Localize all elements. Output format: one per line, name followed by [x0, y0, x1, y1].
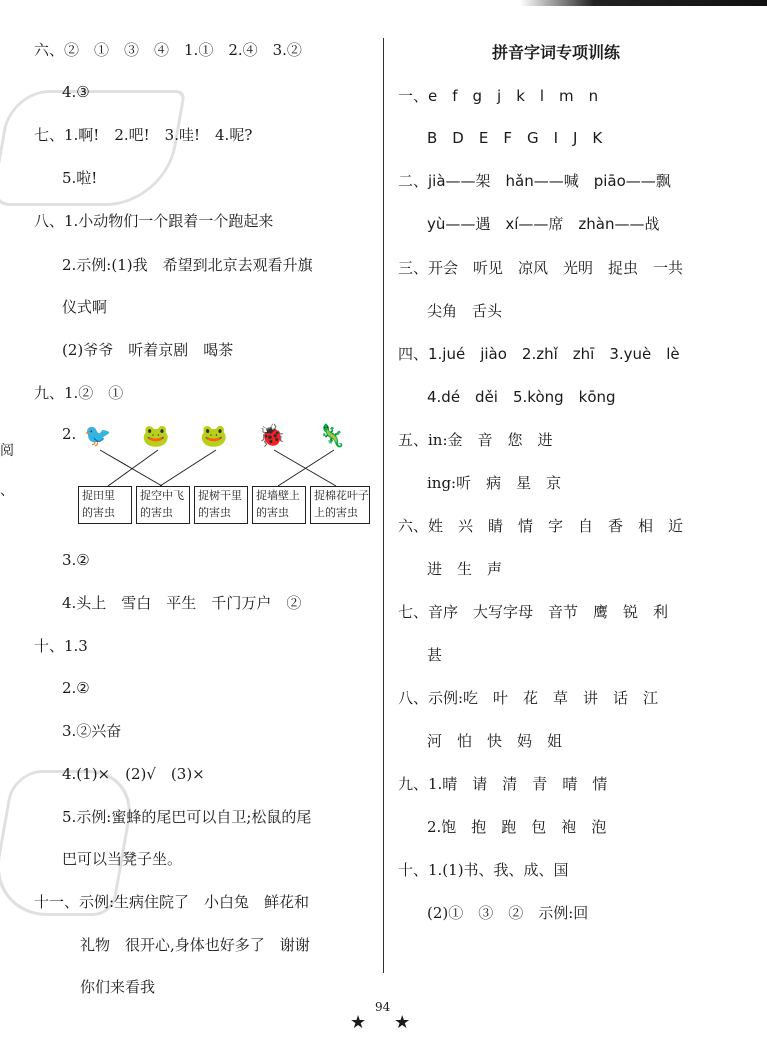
answer-line: (2)① ③ ② 示例:回: [427, 904, 589, 922]
answer-line: 2.饱 抱 跑 包 袍 泡: [427, 818, 607, 836]
answer-line: 五、in:金 音 您 进: [398, 431, 553, 449]
answer-line: 尖角 舌头: [427, 302, 503, 320]
answer-line: 4.③: [62, 83, 90, 101]
answer-line: 4.(1)× (2)√ (3)×: [62, 765, 205, 783]
answer-line: 仪式啊: [62, 298, 108, 316]
answer-line: 二、jià——架 hǎn——喊 piāo——飘: [398, 172, 671, 190]
match-line: [160, 450, 216, 486]
answer-line: 3.②兴奋: [62, 722, 122, 740]
answer-line: 巴可以当凳子坐。: [62, 850, 183, 868]
answer-line: 4.dé děi 5.kòng kōng: [427, 388, 616, 406]
answer-line: 2.: [62, 425, 77, 443]
answer-line: 九、1.晴 请 清 青 晴 情: [398, 775, 608, 793]
answer-line: 八、示例:吃 叶 花 草 讲 话 江: [398, 689, 659, 707]
insect-habitat-box: [252, 486, 306, 524]
answer-line: (2)爷爷 听着京剧 喝茶: [62, 341, 234, 359]
answer-line: 十、1.3: [34, 637, 88, 655]
answer-line: 一、e f g j k l m n: [398, 87, 599, 105]
margin-mark: 阅: [0, 443, 14, 459]
box-text: 上的害虫: [314, 506, 358, 519]
match-line: [274, 450, 336, 486]
scan-edge-shadow: [520, 0, 767, 6]
frog-icon: 🐸: [142, 424, 170, 449]
swallow-icon: 🐦: [84, 424, 112, 449]
matching-lines: [78, 422, 370, 488]
answer-line: 六、② ① ③ ④ 1.① 2.④ 3.②: [34, 41, 302, 59]
answer-line: yù——遇 xí——席 zhàn——战: [427, 215, 660, 233]
box-text: 捉空中飞: [140, 489, 184, 502]
box-text: 的害虫: [140, 506, 173, 519]
match-line: [108, 450, 158, 486]
answer-line: 七、1.啊! 2.吧! 3.哇! 4.呢?: [34, 126, 253, 144]
column-divider: [383, 38, 384, 973]
ladybug-icon: 🐞: [258, 424, 286, 449]
page-number: 94: [375, 1000, 391, 1014]
answer-line: 4.头上 雪白 平生 千门万户 ②: [62, 594, 302, 612]
answer-line: 十一、示例:生病住院了 小白兔 鲜花和: [34, 893, 310, 911]
box-text: 的害虫: [256, 506, 289, 519]
answer-line: 六、姓 兴 睛 情 字 自 香 相 近: [398, 517, 684, 535]
lizard-icon: 🦎: [318, 424, 346, 449]
answer-line: 2.示例:(1)我 希望到北京去观看升旗: [62, 256, 313, 274]
answer-line: 十、1.(1)书、我、成、国: [398, 861, 569, 879]
box-text: 的害虫: [82, 506, 115, 519]
answer-line: 七、音序 大写字母 音节 鹰 锐 利: [398, 603, 669, 621]
box-text: 捉田里: [82, 489, 115, 502]
star-icon: ★★: [350, 1012, 439, 1033]
frog-icon: 🐸: [200, 424, 228, 449]
match-line: [100, 450, 162, 486]
answer-line: 八、1.小动物们一个跟着一个跑起来: [34, 212, 274, 230]
answer-line: 河 怕 快 妈 姐: [427, 732, 563, 750]
box-text: 捉墙壁上: [256, 489, 300, 502]
box-text: 捉棉花叶子: [314, 489, 369, 502]
answer-line: ing:听 病 星 京: [427, 474, 562, 492]
insect-habitat-box: [78, 486, 132, 524]
match-line: [278, 450, 334, 486]
answer-line: B D E F G I J K: [427, 129, 603, 147]
answer-line: 你们来看我: [80, 978, 156, 996]
answer-line: 三、开会 听见 凉风 光明 捉虫 一共: [398, 259, 684, 277]
watermark-logo: [0, 90, 186, 206]
answer-line: 进 生 声: [427, 560, 503, 578]
answer-line: 四、1.jué jiào 2.zhǐ zhī 3.yuè lè: [398, 345, 680, 363]
answer-line: 5.啦!: [62, 169, 98, 187]
margin-mark: 、: [0, 483, 14, 499]
answer-line: 九、1.② ①: [34, 384, 124, 402]
answer-line: 礼物 很开心,身体也好多了 谢谢: [80, 936, 310, 954]
section-title: 拼音字词专项训练: [492, 43, 621, 62]
answer-line: 甚: [427, 646, 443, 664]
answer-line: 3.②: [62, 551, 90, 569]
insect-habitat-box: [310, 486, 370, 524]
insect-habitat-box: [136, 486, 190, 524]
matching-diagram: [78, 422, 370, 528]
insect-habitat-box: [194, 486, 248, 524]
answer-line: 2.②: [62, 679, 90, 697]
box-text: 的害虫: [198, 506, 231, 519]
answer-line: 5.示例:蜜蜂的尾巴可以自卫;松鼠的尾: [62, 808, 312, 826]
box-text: 捉树干里: [198, 489, 242, 502]
